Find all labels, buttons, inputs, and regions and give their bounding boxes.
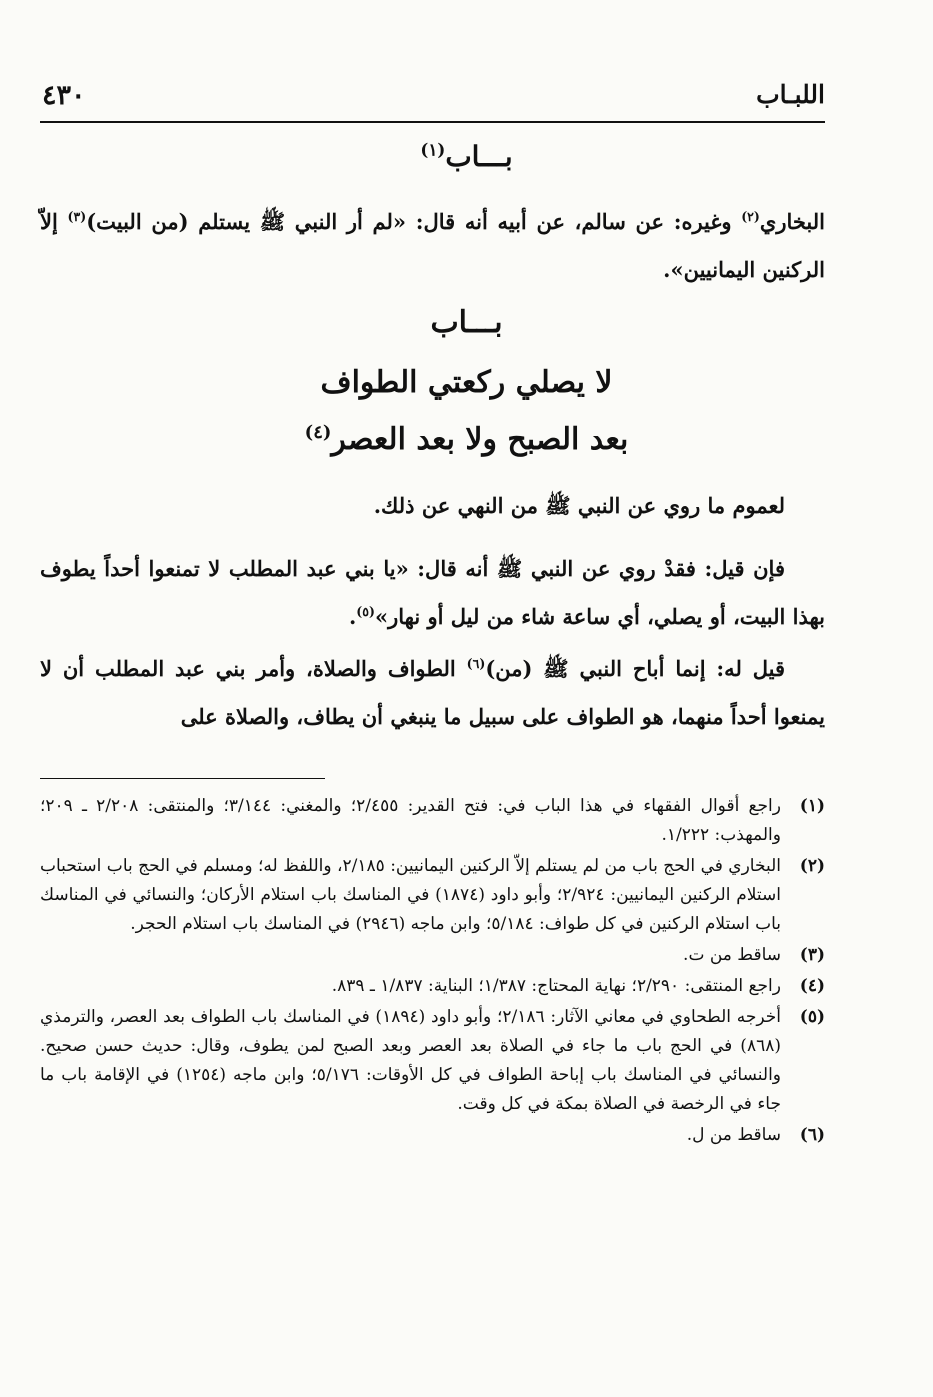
footnote-text: ساقط من ل. (686, 1125, 781, 1145)
footnote-4 (40, 972, 825, 1001)
footnote-1 (40, 792, 825, 850)
body-paragraph-1: لعموم ما روي عن النبي ﷺ من النهي عن ذلك. (373, 493, 785, 518)
footnote-number: (٥) (799, 1007, 825, 1027)
hadith-source: البخاري (759, 209, 825, 234)
footnote-number: (١) (799, 796, 825, 816)
page-header (42, 80, 825, 114)
page-number: ٤٣٠ (42, 80, 86, 111)
footnote-ref-2: (٢) (741, 209, 760, 224)
running-title: اللبـاب (756, 80, 825, 109)
bab-heading-text: بـــاب (445, 140, 513, 173)
header-rule (40, 121, 825, 123)
footnote-ref-3: (٣) (67, 209, 87, 224)
footnote-number: (٢) (799, 856, 825, 876)
chapter-title-line-2 (0, 422, 933, 457)
footnote-3 (40, 941, 825, 970)
footnote-text: أخرجه الطحاوي في معاني الآثار: ٢/١٨٦؛ وأبو داود (١٨٩٤) في المناسك باب الطواف بعد العصر، والترمذي (٨٦٨) في الحج باب ما جاء في الصلاة بعد العصر وبعد الصبح لمن يطوف، وقال: حديث حسن صحيح. والنسائي في المناسك باب إباحة الطواف في كل الأوقات: ٥/١٧٦؛ وابن ماجه (١٢٥٤) في الإقامة باب ما جاء في الرخصة في الصلاة بمكة في كل وقت. (40, 1007, 782, 1114)
footnote-ref-4: (٤) (304, 422, 332, 443)
hadith-paragraph (40, 198, 825, 294)
section-heading-bab-1 (0, 140, 933, 173)
footnote-ref-5: (٥) (356, 604, 375, 619)
footnote-6 (40, 1121, 825, 1150)
reply-text: قيل له: إنما أباح النبي ﷺ (من) (485, 656, 785, 681)
reply-text-continued: الطواف والصلاة، وأمر بني عبد المطلب أن لا يمنعوا أحداً منهما، هو الطواف على سبيل ما ينبغي أن يطاف، والصلاة على (40, 656, 825, 729)
footnote-number: (٤) (799, 976, 825, 996)
footnote-text: البخاري في الحج باب من لم يستلم إلاّ الركنين اليمانيين: ٢/١٨٥، واللفظ له؛ ومسلم في الحج باب استحباب استلام الركنين اليمانيين: ٢/٩٢٤؛ وأبو داود (١٨٧٤) في المناسك باب استلام الأركان؛ والنسائي في المناسك باب استلام الركنين في كل طواف: ٥/١٨٤؛ وابن ماجه (٢٩٤٦) في المناسك باب استلام الحجر. (40, 856, 781, 934)
chapter-title-line-1: لا يصلي ركعتي الطواف (320, 365, 613, 400)
hadith-text-end: إلاّ الركنين اليمانيين». (40, 209, 825, 282)
footnote-5 (40, 1003, 825, 1119)
footnote-text: ساقط من ت. (683, 945, 781, 965)
hadith-text: وغيره: عن سالم، عن أبيه أنه قال: «لم أر النبي ﷺ يستلم (من البيت) (86, 209, 742, 234)
footnote-text: راجع أقوال الفقهاء في هذا الباب في: فتح القدير: ٢/٤٥٥؛ والمغني: ٣/١٤٤؛ والمنتقى: ٢/٢٠٨ ـ ٢٠٩؛ والمهذب: ١/٢٢٢. (40, 796, 781, 845)
footnotes (40, 792, 825, 1152)
footnote-ref-6: (٦) (466, 656, 486, 671)
footnote-text: راجع المنتقى: ٢/٢٩٠؛ نهاية المحتاج: ١/٣٨٧؛ البناية: ١/٨٣٧ ـ ٨٣٩. (331, 976, 781, 996)
footnote-number: (٦) (799, 1125, 825, 1145)
body-paragraph-3 (40, 645, 825, 741)
footnote-separator (40, 778, 325, 779)
body-paragraph-2 (40, 545, 825, 641)
footnote-number: (٣) (799, 945, 825, 965)
chapter-title-text: بعد الصبح ولا بعد العصر (331, 422, 629, 457)
footnote-ref-1: (١) (420, 139, 446, 160)
objection-end: . (348, 604, 357, 629)
section-heading-bab-2: بـــاب (430, 305, 503, 340)
footnote-2 (40, 852, 825, 939)
objection-text: فإن قيل: فقدْ روي عن النبي ﷺ أنه قال: «يا بني عبد المطلب لا تمنعوا أحداً يطوف بهذا البيت، أو يصلي، أي ساعة شاء من ليل أو نهار» (40, 556, 825, 629)
